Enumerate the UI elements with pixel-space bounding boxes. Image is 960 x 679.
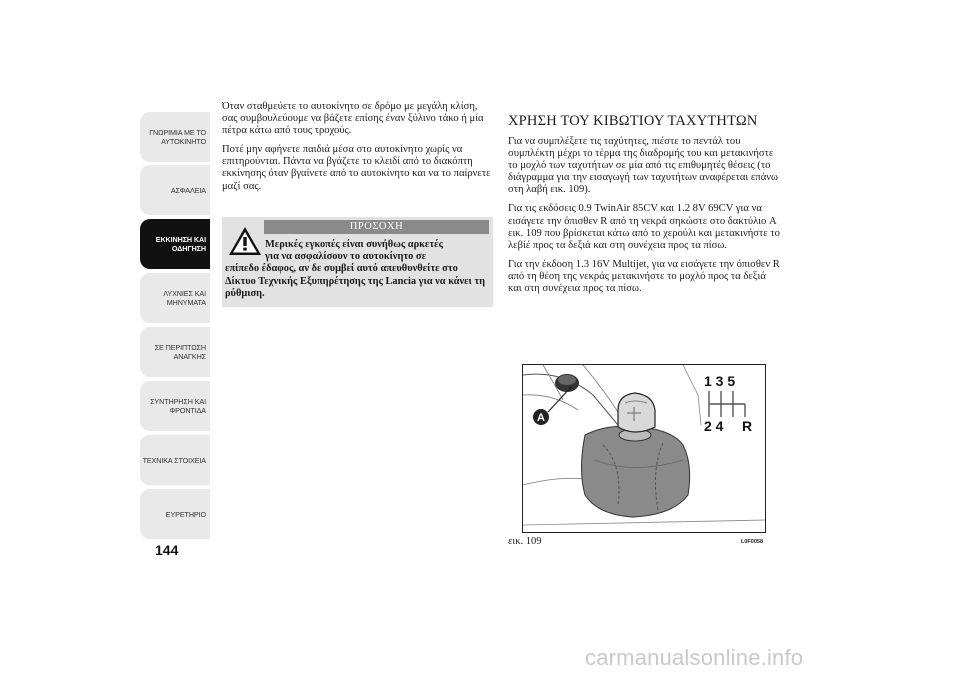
tab-label: ΓΝΩΡΙΜΙΑ ΜΕ ΤΟ ΑΥΤΟΚΙΝΗΤΟ <box>149 128 206 146</box>
page-number: 144 <box>155 542 179 558</box>
tab-label: ΛΥΧΝΙΕΣ ΚΑΙ ΜΗΝΥΜΑΤΑ <box>163 289 206 307</box>
tab-label: ΣΕ ΠΕΡΙΠΤΩΣΗ ΑΝΑΓΚΗΣ <box>154 343 206 361</box>
callout-a-label: A <box>537 412 545 424</box>
tab-emergency[interactable] <box>140 327 210 377</box>
figure-caption: εικ. 109 <box>508 536 542 547</box>
left-column <box>222 101 494 200</box>
tab-label: ΣΥΝΤΗΡΗΣΗ ΚΑΙ ΦΡΟΝΤΙΔΑ <box>150 397 206 415</box>
gear-shift-pattern-icon <box>709 391 745 417</box>
gear-pattern-top: 1 3 5 <box>704 373 736 389</box>
tab-maintenance[interactable] <box>140 381 210 431</box>
tab-starting-driving[interactable] <box>140 219 210 269</box>
figure-code: L0F0058 <box>741 539 764 545</box>
tab-label: ΑΣΦΑΛΕΙΑ <box>170 185 206 195</box>
paragraph: Για να συμπλέξετε τις ταχύτητες, πιέστε το πεντάλ του συμπλέκτη μέχρι το τέρμα της διαδρομής του και μετακινήστε το μοχλό των ταχυτήτων σε μία από τις επιθυμητές θέσεις (το διάγραμμα για την εισαγωγή των ταχυτήτων αναφέρεται επάνω στη λαβή εικ. 109). <box>508 136 779 196</box>
tab-label: ΤΕΧΝΙΚΑ ΣΤΟΙΧΕΙΑ <box>142 455 206 465</box>
paragraph: Για την έκδοση 1.3 16V Multijet, για να εισάγετε την όπισθεν R από τη θέση της νεκράς μετακινήστε το μοχλό προς τα δεξιά και στη συνέχεια προς τα πίσω. <box>508 258 780 295</box>
paragraph: Όταν σταθμεύετε το αυτοκίνητο σε δρόμο με μεγάλη κλίση, σας συμβουλεύουμε να βάζετε επίσης έναν ξύλινο τάκο ή μία πέτρα κάτω από τους τροχούς. <box>222 101 484 137</box>
tab-getting-to-know[interactable] <box>140 112 210 162</box>
tab-technical-data[interactable] <box>140 435 210 485</box>
paragraph: Ποτέ μην αφήνετε παιδιά μέσα στο αυτοκίνητο χωρίς να επιτηρούνται. Πάντα να βγάζετε το κλειδί από το διακόπτη εκκίνησης όταν βγαίνετε από το αυτοκίνητο και να το παίρνετε μαζί σας. <box>222 144 491 192</box>
section-title: ΧΡΗΣΗ ΤΟΥ ΚΙΒΩΤΙΟΥ ΤΑΧΥΤΗΤΩΝ <box>508 113 758 129</box>
warning-line: για να ασφαλίσουν το αυτοκίνητο σε <box>265 251 427 263</box>
right-column <box>508 101 780 302</box>
warning-line: επίπεδο έδαφος, αν δε συμβεί αυτό απευθυνθείτε στο Δίκτυο Τεχνικής Εξυπηρέτησης της Lancia για να κάνει τη ρύθμιση. <box>225 263 486 299</box>
gear-lever-figure <box>522 364 766 533</box>
gear-pattern-reverse: R <box>742 418 753 434</box>
watermark: carmanualsonline.info <box>585 645 804 670</box>
gear-pattern-bottom-left: 2 4 <box>704 418 724 434</box>
tab-safety[interactable] <box>140 165 210 215</box>
tab-index[interactable] <box>140 489 210 539</box>
paragraph: Για τις εκδόσεις 0.9 TwinAir 85CV και 1.2 8V 69CV για να εισάγετε την όπισθεν R από τη νεκρά σηκώστε στο δακτύλιο A εικ. 109 που βρίσκεται κάτω από το χερούλι και μετακινήστε το λεβίέ προς τα δεξιά και στη συνέχεια προς τα πίσω. <box>508 203 780 251</box>
tab-warning-lights[interactable] <box>140 273 210 323</box>
warning-line: Μερικές εγκοπές είναι συνήθως αρκετές <box>265 239 443 250</box>
warning-box <box>222 217 493 307</box>
tab-label: ΕΚΚΙΝΗΣΗ ΚΑΙ ΟΔΗΓΗΣΗ <box>155 235 206 253</box>
gear-lever-illustration <box>523 365 765 532</box>
tab-label: ΕΥΡΕΤΗΡΙΟ <box>165 509 206 519</box>
warning-heading: ΠΡΟΣΟΧΗ <box>264 220 489 234</box>
warning-text <box>225 239 489 300</box>
